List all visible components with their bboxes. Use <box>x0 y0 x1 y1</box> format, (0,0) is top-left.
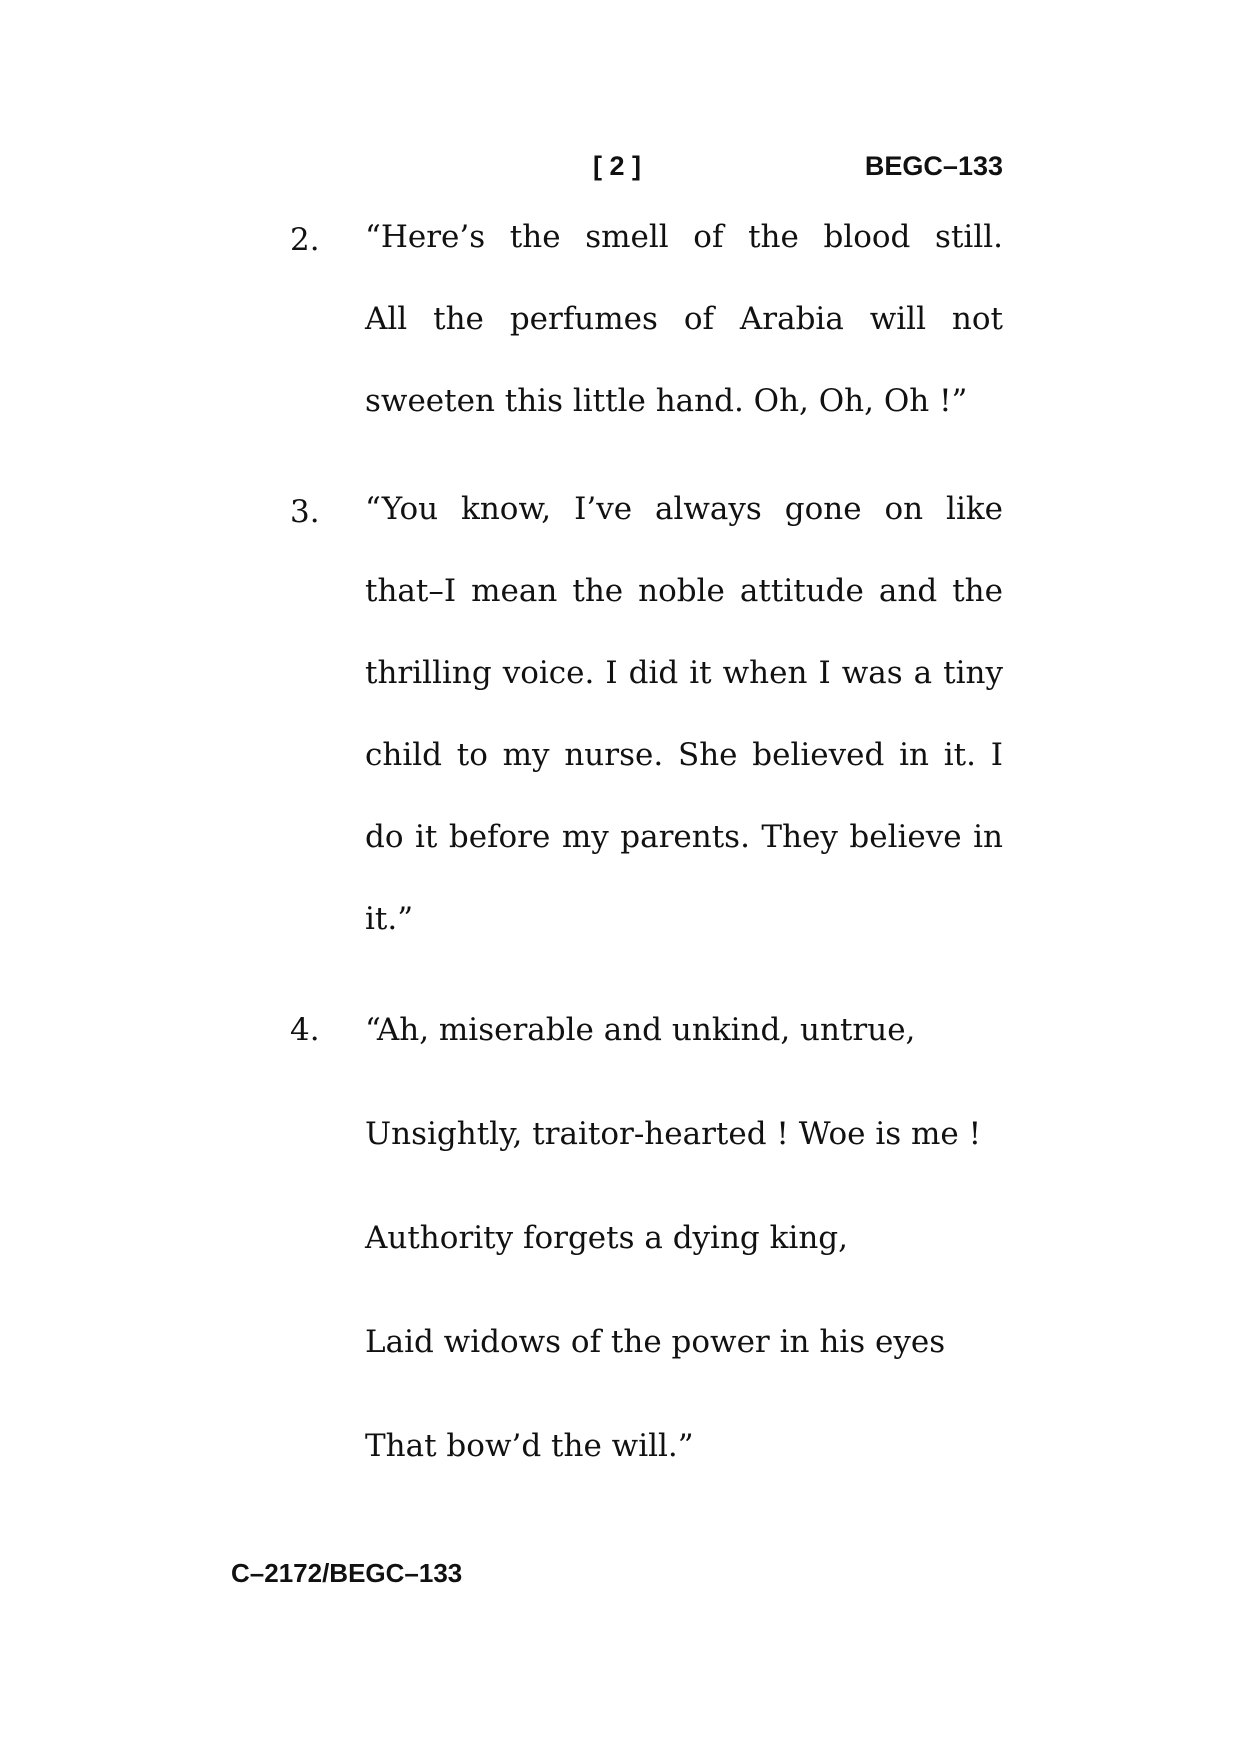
quote-line: All the perfumes of Arabia will not <box>365 301 1003 337</box>
question-3-text <box>365 468 1003 960</box>
quote-line: that–I mean the noble attitude and the <box>365 573 1003 609</box>
question-number: 4. <box>290 1012 320 1048</box>
quote-line: sweeten this little hand. Oh, Oh, Oh !” <box>365 383 968 419</box>
verse-line: That bow’d the will.” <box>365 1428 694 1464</box>
verse-line: Laid widows of the power in his eyes <box>365 1324 946 1360</box>
quote-line: do it before my parents. They believe in <box>365 819 1003 855</box>
paper-code: BEGC–133 <box>864 151 1003 181</box>
question-number: 3. <box>290 494 320 530</box>
footer-code: C–2172/BEGC–133 <box>231 1558 463 1588</box>
quote-line: thrilling voice. I did it when I was a tiny <box>365 655 1003 691</box>
quote-line: child to my nurse. She believed in it. I <box>365 737 1003 773</box>
quote-line: “You know, I’ve always gone on like <box>365 491 1003 527</box>
question-2-text <box>365 196 1003 442</box>
verse-line: Authority forgets a dying king, <box>365 1220 848 1256</box>
quote-line: it.” <box>365 901 414 937</box>
quote-line: “Here’s the smell of the blood still. <box>365 219 1003 255</box>
page-number: [ 2 ] <box>593 151 642 181</box>
question-4-text <box>365 1012 1003 1535</box>
question-number: 2. <box>290 222 320 258</box>
verse-line: “Ah, miserable and unkind, untrue, <box>365 1012 916 1048</box>
verse-line: Unsightly, traitor-hearted ! Woe is me ! <box>365 1116 982 1152</box>
